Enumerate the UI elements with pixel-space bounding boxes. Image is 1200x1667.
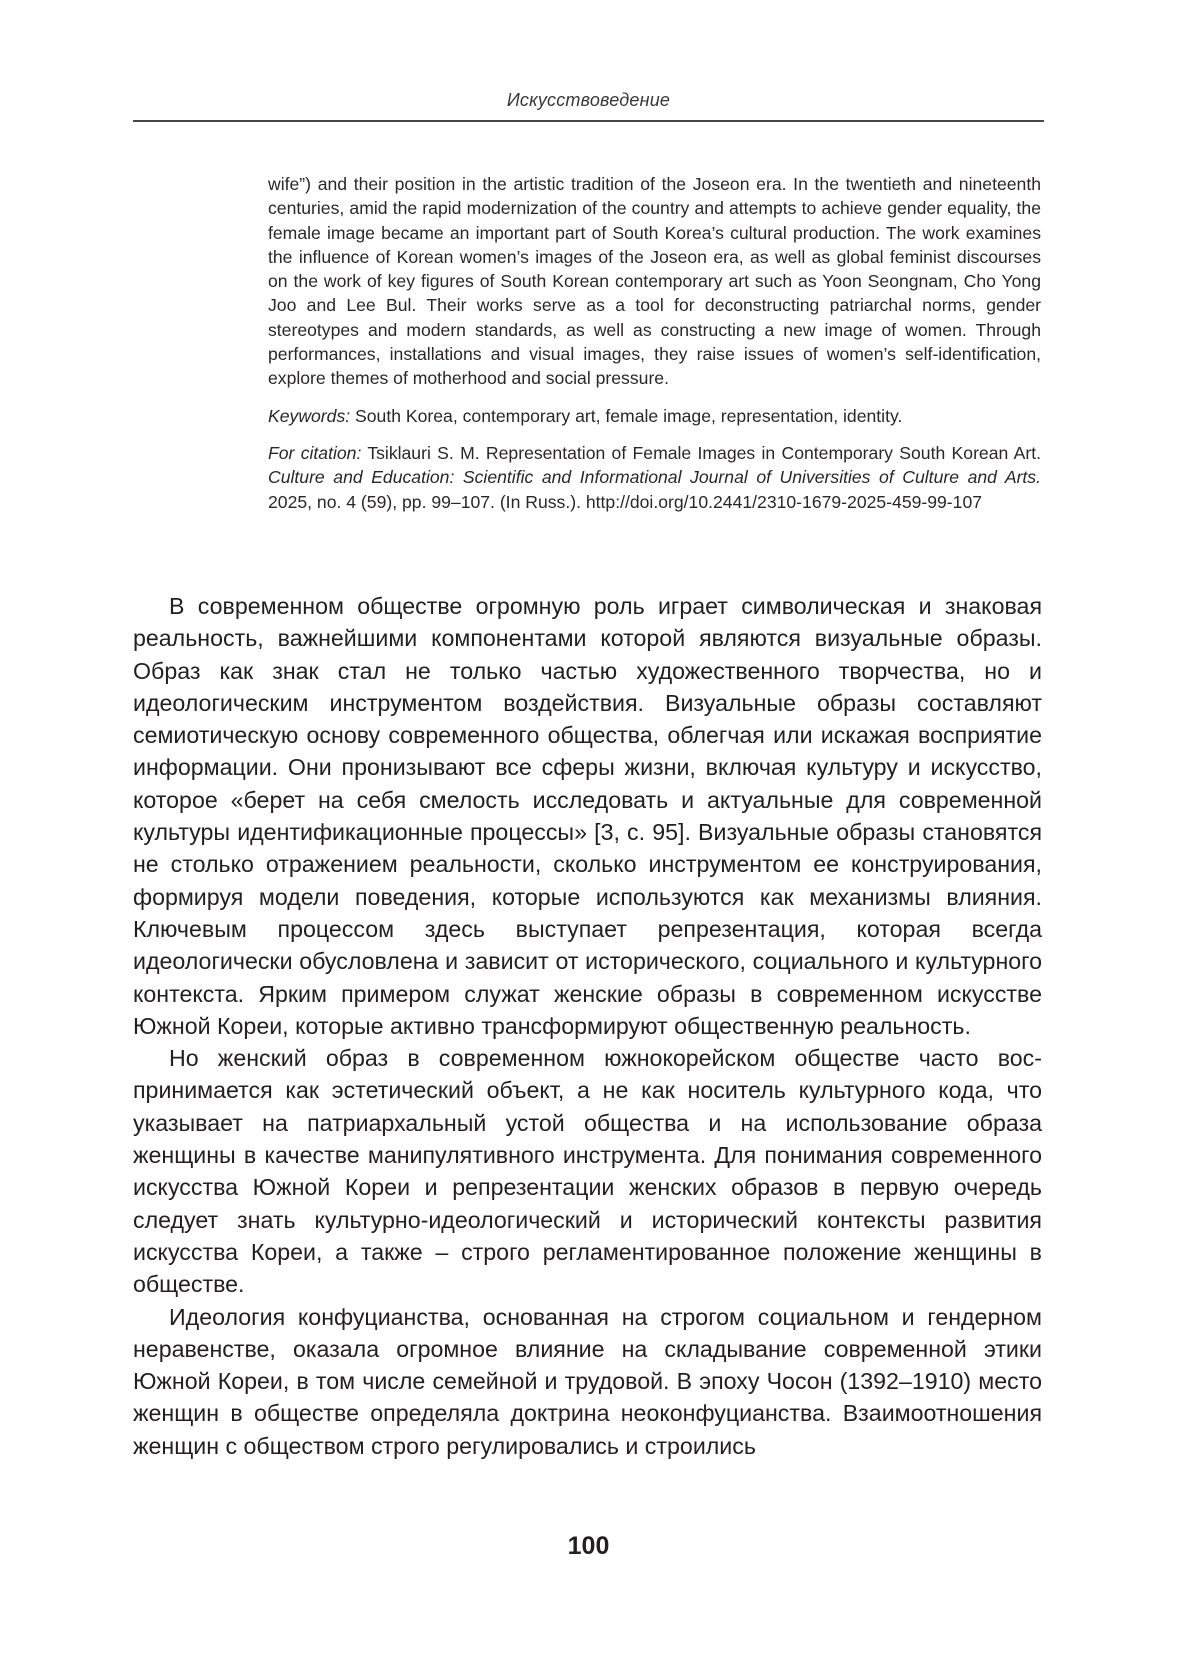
running-header: Искусствоведение xyxy=(506,90,671,110)
abstract-block xyxy=(268,172,1041,514)
citation xyxy=(268,441,1041,514)
body-paragraph: Идеология конфуцианства, основанная на строгом социальном и гендерном неравенстве, оказала огромное влияние на складывание современной этики Южной Кореи, в том числе семейной и трудовой. В эпоху Чосон (1392–1910) место женщин в обществе определяла доктрина неоконфуцианства. Взаимоотношения женщин с обществом строго регулировались и строились xyxy=(133,1303,1042,1459)
keywords xyxy=(268,404,1041,428)
page-number: 100 xyxy=(567,1532,610,1560)
citation-authors-title: Tsiklauri S. M. Representation of Female Images in Contemporary South Korean Art. xyxy=(361,442,1041,463)
citation-label: For citation: xyxy=(268,442,362,463)
citation-details: 2025, no. 4 (59), pp. 99–107. (In Russ.). http://doi.org/10.2441/2310-1679-2025-459-99-107 xyxy=(268,491,983,512)
header-divider xyxy=(133,120,1044,122)
body-paragraph: В современном обществе огромную роль играет символическая и знаковая реальность, важнейшими компонентами которой являются визуальные образы. Образ как знак стал не только частью художественного творчества, но и идеологическим инструментом воздействия. Визуальные образы составляют семиотическую основу современного общества, облегчая или искажая восприятие информации. Они пронизывают все сферы жизни, включая культуру и искусство, которое «берет на себя смелость исследовать и актуальные для современной культуры идентификационные процессы» [3, с. 95]. Визуальные образы становятся не столько отражением реальности, сколько инструментом ее конструирования, формируя модели поведения, которые используются как механизмы влияния. Ключевым процессом здесь выступает репрезентация, которая всегда идеологически обусловлена и зависит от исторического, социального и культурного контекста. Ярким примером служат женские образы в современном искусстве Южной Кореи, которые активно трансформируют общественную реальность. xyxy=(133,593,1042,1039)
body-paragraph: Но женский образ в современном южнокорейском обществе часто воспринимается как эстетический объект, а не как носитель культурного кода, что указывает на патриархальный устой общества и на использование образа женщины в качестве манипулятивного инструмента. Для понимания современного искусства Южной Кореи и репрезентации женских образов в первую очередь следует знать культурно-идеологический и исторический контексты развития искусства Кореи, а также – строго регламентированное положение женщины в обществе. xyxy=(133,1045,1042,1298)
citation-journal: Culture and Education: Scientific and Informational Journal of Universities of Culture and Arts. xyxy=(268,467,1041,488)
article-body xyxy=(133,590,1042,1462)
keywords-text: South Korea, contemporary art, female image, representation, identity. xyxy=(350,405,903,426)
abstract-text: wife”) and their position in the artistic tradition of the Joseon era. In the twentieth and nineteenth centuries, amid the rapid modernization of the country and attempts to achieve gender equality, the female image became an important part of South Korea’s cultural production. The work examines the influence of Korean women’s images of the Joseon era, as well as global feminist discourses on the work of key figures of South Korean contemporary art such as Yoon Seongnam, Cho Yong Joo and Lee Bul. Their works serve as a tool for deconstructing patriarchal norms, gender stereotypes and modern standards, as well as constructing a new image of women. Through performances, installations and visual images, they raise issues of women’s self-identification, explore themes of motherhood and social pressure. xyxy=(268,174,1041,389)
keywords-label: Keywords: xyxy=(268,405,351,426)
